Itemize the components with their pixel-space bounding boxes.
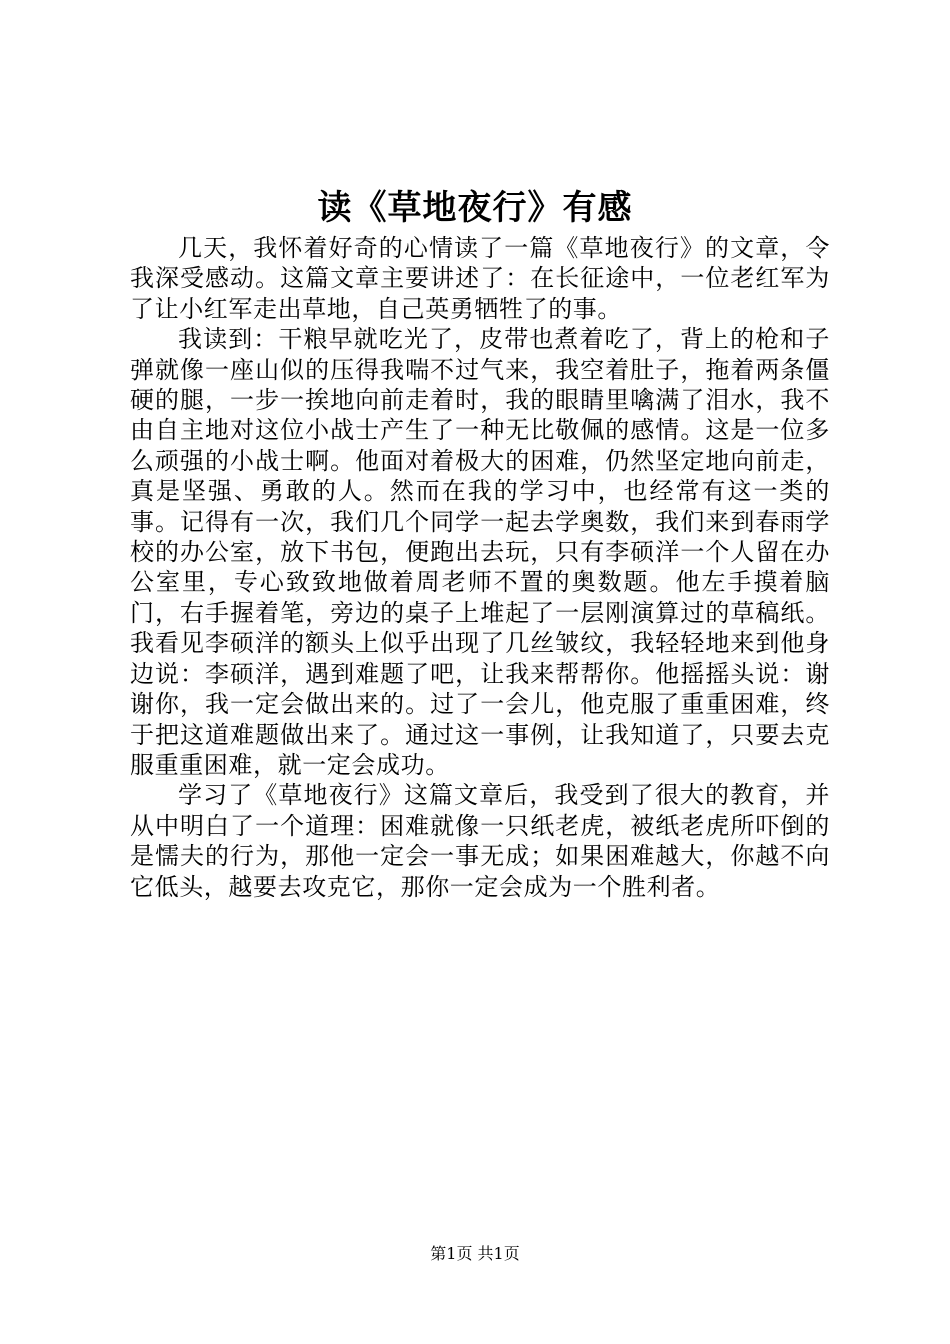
page-footer: 第1页 共1页 — [430, 1244, 520, 1263]
document-body — [130, 233, 830, 902]
paragraph-intro: 几天，我怀着好奇的心情读了一篇《草地夜行》的文章，令我深受感动。这篇文章主要讲述了：在长征途中，一位老红军为了让小红军走出草地，自己英勇牺牲了的事。 — [130, 234, 830, 323]
paragraph-conclusion: 学习了《草地夜行》这篇文章后，我受到了很大的教育，并从中明白了一个道理：困难就像一只纸老虎，被纸老虎所吓倒的是懦夫的行为，那他一定会一事无成；如果困难越大，你越不向它低头，越要去攻克它，那你一定会成为一个胜利者。 — [130, 781, 830, 901]
document-title: 读《草地夜行》有感 — [317, 188, 633, 228]
paragraph-story: 我读到：干粮早就吃光了，皮带也煮着吃了，背上的枪和子弹就像一座山似的压得我喘不过气来，我空着肚子，拖着两条僵硬的腿，一步一挨地向前走着时，我的眼睛里噙满了泪水，我不由自主地对这位小战士产生了一种无比敬佩的感情。这是一位多么顽强的小战士啊。他面对着极大的困难，仍然坚定地向前走，真是坚强、勇敢的人。然而在我的学习中，也经常有这一类的事。记得有一次，我们几个同学一起去学奥数，我们来到春雨学校的办公室，放下书包，便跑出去玩，只有李硕洋一个人留在办公室里，专心致致地做着周老师不置的奥数题。他左手摸着脑门，右手握着笔，旁边的桌子上堆起了一层刚演算过的草稿纸。我看见李硕洋的额头上似乎出现了几丝皱纹，我轻轻地来到他身边说：李硕洋，遇到难题了吧，让我来帮帮你。他摇摇头说：谢谢你，我一定会做出来的。过了一会儿，他克服了重重困难，终于把这道难题做出来了。通过这一事例，让我知道了，只要去克服重重困难，就一定会成功。 — [130, 325, 830, 779]
